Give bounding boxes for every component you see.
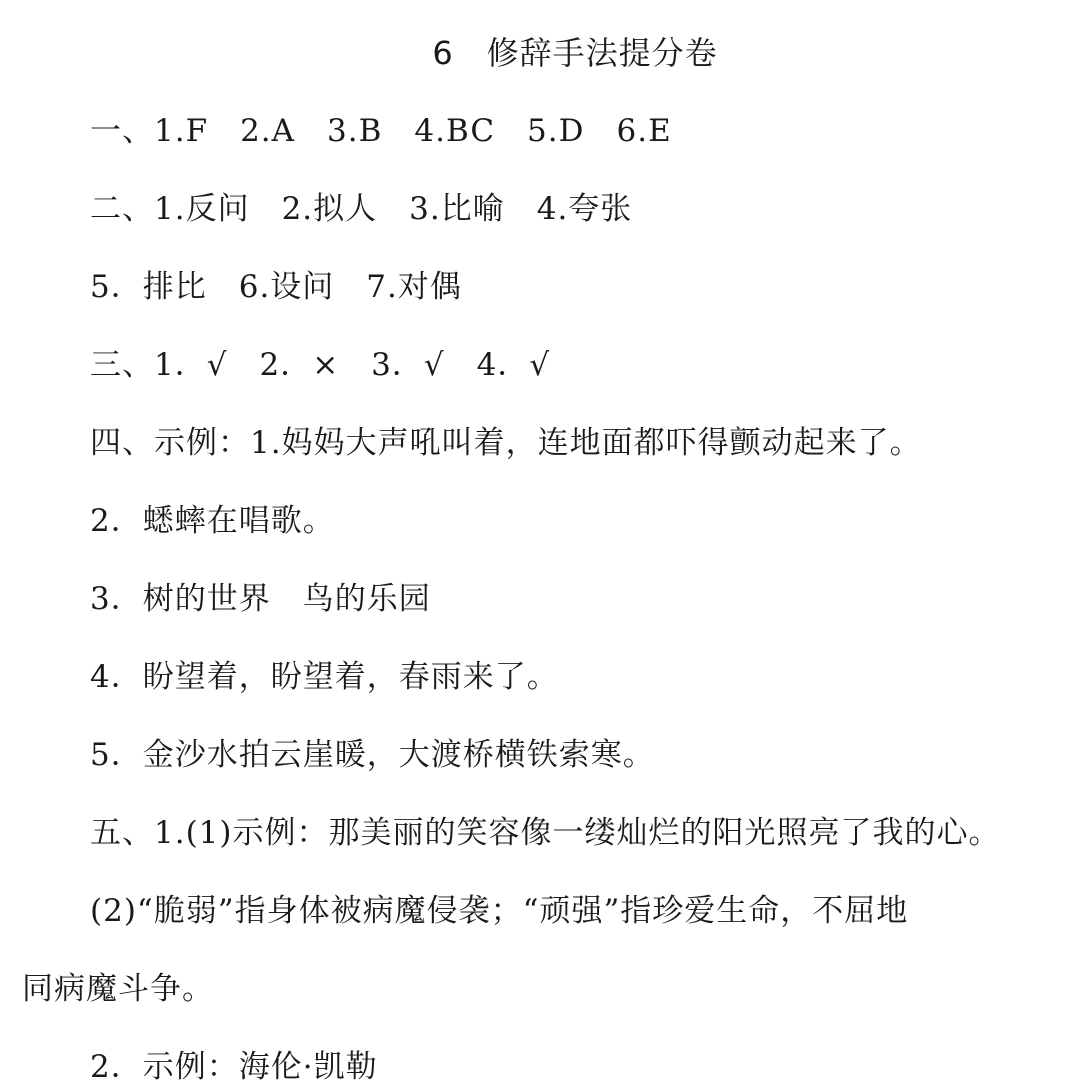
answer-line-part5: 五、1.(1)示例：那美丽的笑容像一缕灿烂的阳光照亮了我的心。 [90,815,1001,851]
answer-line-part3: 三、1．√ 2．× 3．√ 4．√ [90,347,551,383]
answer-line-part4-item5: 5．金沙水拍云崖暖，大渡桥横铁索寒。 [90,737,655,773]
answer-line-part5-sub2: (2)“脆弱”指身体被病魔侵袭；“顽强”指珍爱生命，不屈地 [90,893,909,929]
answer-line-part2: 二、1.反问 2.拟人 3.比喻 4.夸张 [90,191,633,227]
answer-line-part1: 一、1.F 2.A 3.B 4.BC 5.D 6.E [90,113,672,149]
answer-line-part5-item2: 2．示例：海伦·凯勒 [90,1049,378,1085]
answer-line-part5-sub2-cont: 同病魔斗争。 [22,971,214,1007]
answer-line-part4: 四、示例：1.妈妈大声吼叫着，连地面都吓得颤动起来了。 [90,425,922,461]
answer-line-part4-item3: 3．树的世界 鸟的乐园 [90,581,431,617]
answer-line-part2-cont: 5．排比 6.设问 7.对偶 [90,269,462,305]
answer-line-part4-item4: 4．盼望着，盼望着，春雨来了。 [90,659,559,695]
answer-line-part4-item2: 2．蟋蟀在唱歌。 [90,503,335,539]
page-title: 6 修辞手法提分卷 [432,34,718,72]
